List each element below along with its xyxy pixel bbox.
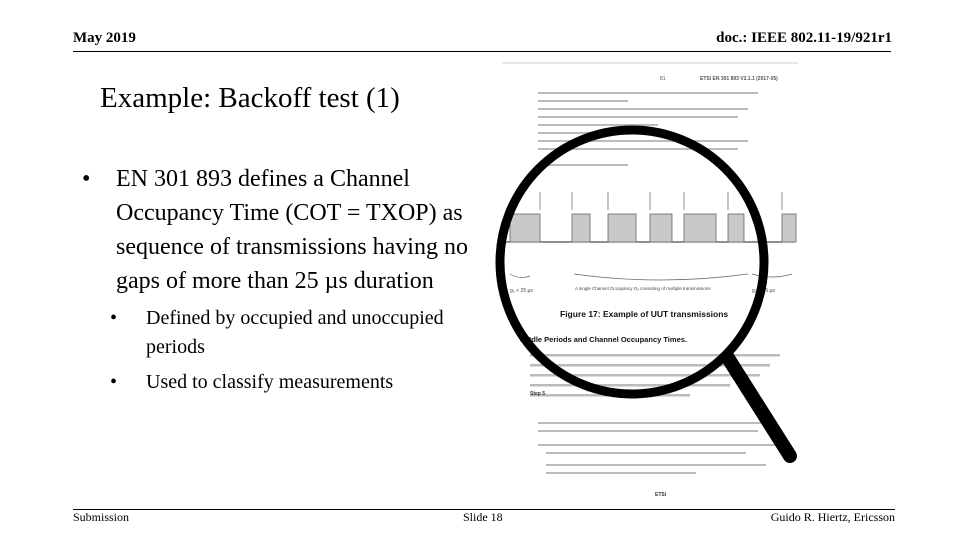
page-number: 81 [660, 76, 666, 82]
magnified-standard-page-image [490, 62, 810, 508]
footer-slide-number: Slide 18 [463, 510, 503, 524]
bullet-item [78, 162, 468, 298]
bullet-text: EN 301 893 defines a Channel Occupancy Time (COT = TXOP) as sequence of transmissions having no gaps of more than 25 µs duration [116, 166, 468, 294]
bullet-dot: • [110, 371, 118, 393]
footer-author: Guido R. Hiertz, Ericsson [770, 510, 895, 524]
cot-note: A single Channel Occupancy Oₓ consisting of multiple transmissions [575, 286, 711, 291]
header-date: May 2019 [73, 30, 136, 46]
bullet-list [78, 162, 468, 397]
footer-left: Submission [73, 510, 130, 524]
figure-caption: Figure 17: Example of UUT transmissions [560, 309, 729, 319]
step-label: Step 5 [530, 391, 546, 397]
page-footer: ETSI [655, 492, 667, 498]
header-rule [73, 51, 891, 52]
bullet-dot: • [110, 307, 118, 329]
gap-label-left: g₀ < 25 µs [510, 288, 533, 294]
bullet-dot: • [82, 166, 91, 192]
gap-label-right: g₀ < 25 µs [752, 288, 775, 294]
standard-id: ETSI EN 301 893 V2.1.1 (2017-05) [700, 76, 778, 82]
sub-bullet-item [78, 368, 468, 397]
section-heading: of Idle Periods and Channel Occupancy Times. [520, 335, 687, 344]
slide-title: Example: Backoff test (1) [100, 82, 400, 114]
sub-bullet-text: Defined by occupied and unoccupied periods [146, 307, 444, 358]
sub-bullet-item [78, 304, 468, 362]
sub-bullet-text: Used to classify measurements [146, 371, 394, 393]
header-doc-id: doc.: IEEE 802.11-19/921r1 [716, 30, 892, 46]
